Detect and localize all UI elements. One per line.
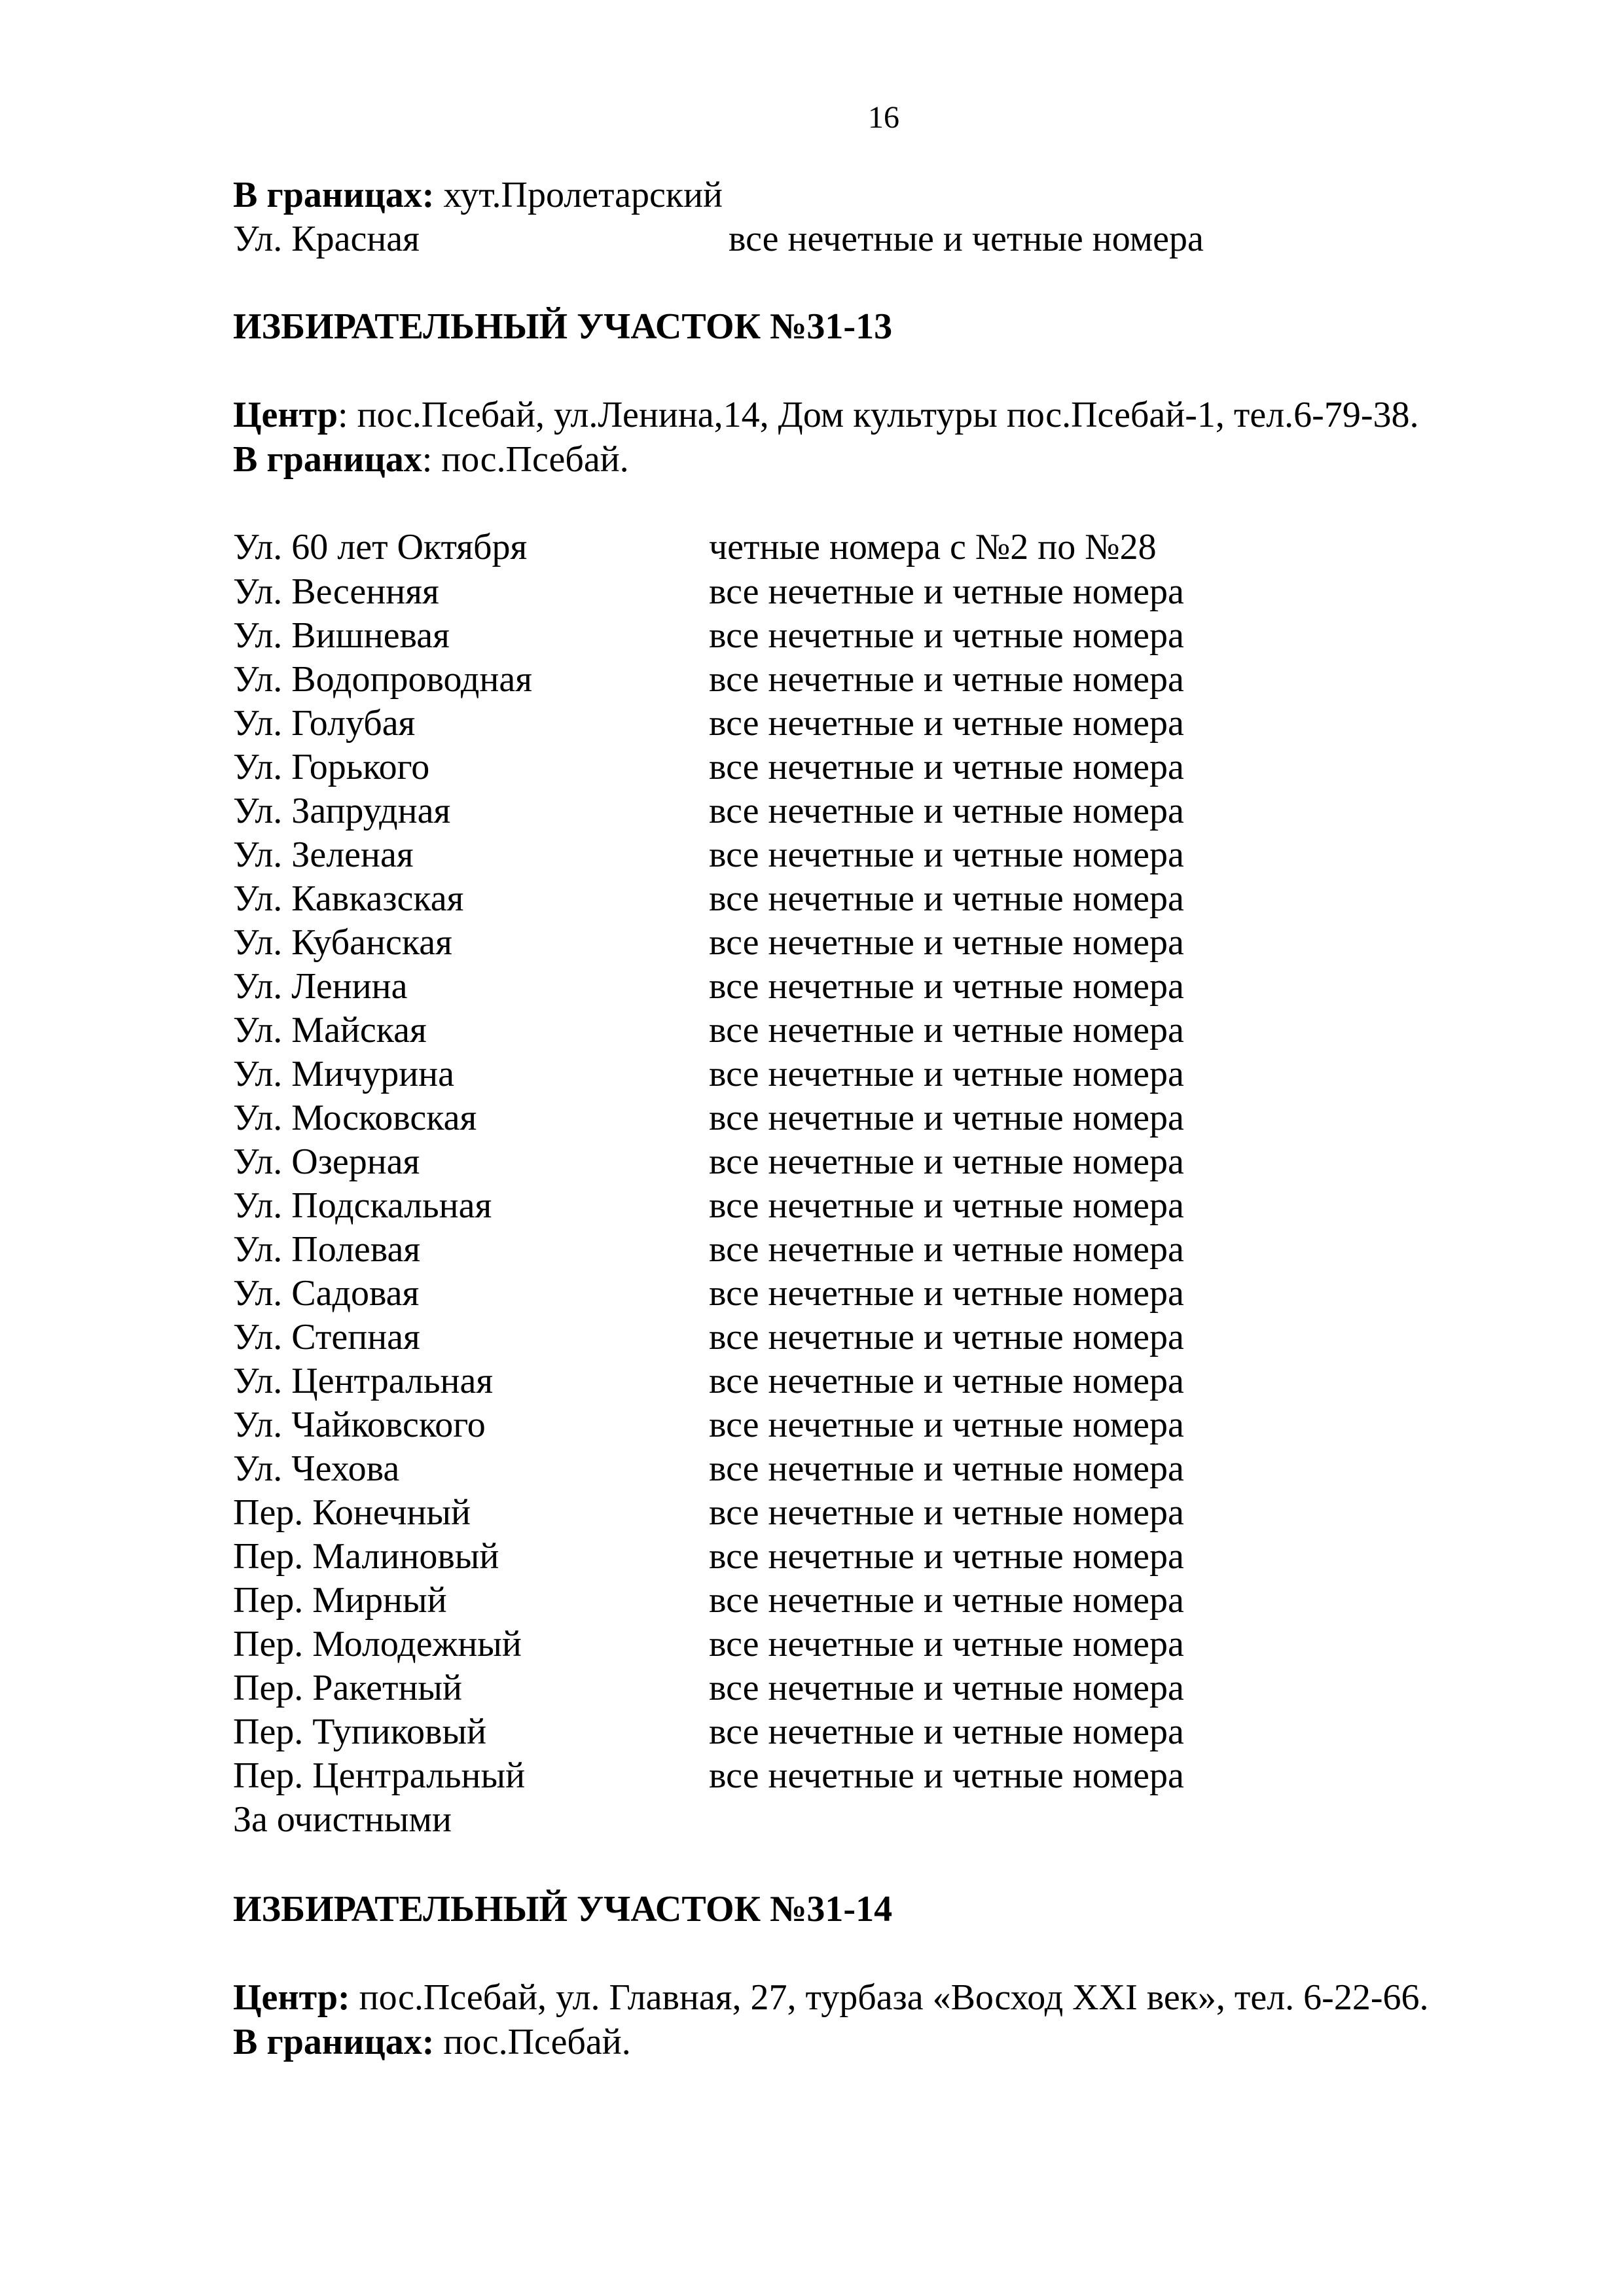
street-name: Ул. Степная — [233, 1317, 420, 1357]
street-name: Ул. Чехова — [233, 1448, 400, 1489]
street-name: Ул. Полевая — [233, 1229, 421, 1270]
street-range: четные номера с №2 по №28 — [709, 527, 1157, 567]
street-name: Пер. Тупиковый — [233, 1712, 487, 1752]
street-range: все нечетные и четные номера — [709, 966, 1184, 1007]
street-range: все нечетные и четные номера — [729, 219, 1204, 259]
street-range: все нечетные и четные номера — [709, 1405, 1184, 1445]
street-name: Ул. Красная — [233, 219, 420, 259]
section-14-title: ИЗБИРАТЕЛЬНЫЙ УЧАСТОК №31-14 — [233, 1889, 893, 1929]
street-name: Ул. Кубанская — [233, 922, 452, 963]
street-range: все нечетные и четные номера — [709, 1712, 1184, 1752]
street-name: Ул. Садовая — [233, 1273, 420, 1314]
street-range: все нечетные и четные номера — [709, 922, 1184, 963]
street-range: все нечетные и четные номера — [709, 571, 1184, 612]
street-range: все нечетные и четные номера — [709, 878, 1184, 919]
section-13-boundary-label: В границах — [233, 439, 422, 480]
street-name: Ул. Голубая — [233, 703, 416, 744]
section-14-center-line — [233, 1975, 1428, 2020]
street-range: все нечетные и четные номера — [709, 1185, 1184, 1226]
street-name: Пер. Мирный — [233, 1580, 447, 1621]
street-range: все нечетные и четные номера — [709, 1054, 1184, 1094]
street-name: Пер. Центральный — [233, 1755, 526, 1796]
section-13-center-line — [233, 393, 1418, 437]
street-name: Ул. Горького — [233, 747, 430, 787]
street-range: все нечетные и четные номера — [709, 1624, 1184, 1664]
street-range: все нечетные и четные номера — [709, 791, 1184, 831]
page-number: 16 — [868, 100, 899, 135]
street-name: Ул. Ленина — [233, 966, 408, 1007]
section-13-boundary-line — [233, 437, 629, 482]
street-range: все нечетные и четные номера — [709, 1492, 1184, 1533]
prev-boundary-line — [233, 173, 723, 217]
street-range: все нечетные и четные номера — [709, 1361, 1184, 1401]
street-range: все нечетные и четные номера — [709, 1141, 1184, 1182]
street-name: Ул. Московская — [233, 1098, 477, 1138]
section-13-center-value: : пос.Псебай, ул.Ленина,14, Дом культуры пос.Псебай-1, тел.6-79-38. — [338, 395, 1419, 435]
street-range: все нечетные и четные номера — [709, 1580, 1184, 1621]
street-range: все нечетные и четные номера — [709, 1448, 1184, 1489]
section-13-boundary-value: : пос.Псебай. — [422, 439, 629, 480]
street-range: все нечетные и четные номера — [709, 1317, 1184, 1357]
street-range: все нечетные и четные номера — [709, 1755, 1184, 1796]
street-range: все нечетные и четные номера — [709, 1273, 1184, 1314]
street-name: Ул. Майская — [233, 1010, 427, 1050]
street-name: Ул. Весенняя — [233, 571, 439, 612]
section-13-title: ИЗБИРАТЕЛЬНЫЙ УЧАСТОК №31-13 — [233, 306, 893, 347]
street-name: Пер. Конечный — [233, 1492, 471, 1533]
section-14-boundary-value: пос.Псебай. — [434, 2022, 631, 2062]
street-name: Ул. Центральная — [233, 1361, 494, 1401]
prev-boundary-label: В границах: — [233, 175, 435, 215]
street-name: Ул. Озерная — [233, 1141, 420, 1182]
street-range: все нечетные и четные номера — [709, 747, 1184, 787]
street-range: все нечетные и четные номера — [709, 659, 1184, 700]
section-14-center-label: Центр: — [233, 1977, 350, 2018]
prev-boundary-value: хут.Пролетарский — [434, 175, 723, 215]
street-name: За очистными — [233, 1799, 452, 1840]
street-range: все нечетные и четные номера — [709, 703, 1184, 744]
street-name: Пер. Молодежный — [233, 1624, 522, 1664]
section-14-center-value: пос.Псебай, ул. Главная, 27, турбаза «Восход XXI век», тел. 6-22-66. — [350, 1977, 1429, 2018]
street-name: Ул. Подскальная — [233, 1185, 492, 1226]
street-range: все нечетные и четные номера — [709, 1098, 1184, 1138]
section-14-boundary-line — [233, 2020, 631, 2064]
street-name: Ул. Вишневая — [233, 615, 450, 656]
street-name: Ул. Водопроводная — [233, 659, 532, 700]
street-name: Ул. Запрудная — [233, 791, 451, 831]
street-name: Пер. Малиновый — [233, 1536, 499, 1577]
section-14-boundary-label: В границах: — [233, 2022, 435, 2062]
street-range: все нечетные и четные номера — [709, 1010, 1184, 1050]
street-range: все нечетные и четные номера — [709, 1668, 1184, 1708]
street-range: все нечетные и четные номера — [709, 834, 1184, 875]
street-range: все нечетные и четные номера — [709, 1229, 1184, 1270]
section-13-center-label: Центр — [233, 395, 338, 435]
street-name: Ул. Чайковского — [233, 1405, 486, 1445]
street-name: Пер. Ракетный — [233, 1668, 462, 1708]
street-name: Ул. Мичурина — [233, 1054, 454, 1094]
street-name: Ул. 60 лет Октября — [233, 527, 528, 567]
street-range: все нечетные и четные номера — [709, 615, 1184, 656]
street-range: все нечетные и четные номера — [709, 1536, 1184, 1577]
street-name: Ул. Кавказская — [233, 878, 464, 919]
street-name: Ул. Зеленая — [233, 834, 414, 875]
